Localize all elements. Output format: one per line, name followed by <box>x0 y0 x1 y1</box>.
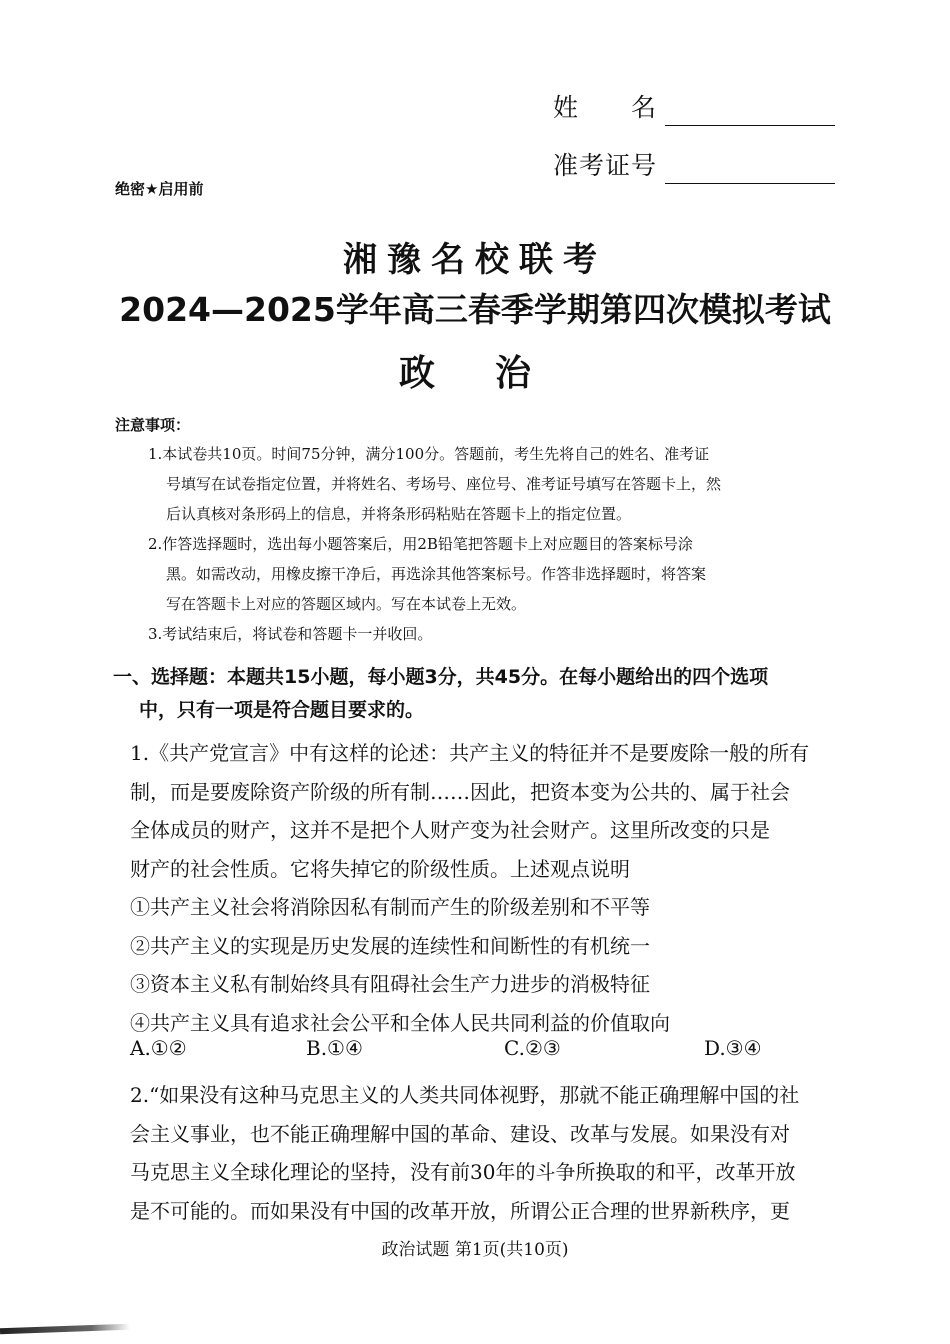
exam-id-row <box>553 126 835 184</box>
exam-title: 湘豫名校联考 <box>343 240 607 280</box>
exam-id-blank[interactable] <box>665 157 835 184</box>
notice-line: 写在答题卡上对应的答题区域内。写在本试卷上无效。 <box>166 595 527 613</box>
question-line: 2.“如果没有这种马克思主义的人类共同体视野，那就不能正确理解中国的社 <box>130 1083 800 1107</box>
scan-edge-mark <box>0 1324 130 1335</box>
question-line: 1.《共产党宣言》中有这样的论述：共产主义的特征并不是要废除一般的所有 <box>130 741 810 765</box>
option-a[interactable]: A.①② <box>130 1036 187 1060</box>
section-line: 一、选择题：本题共15小题，每小题3分，共45分。在每小题给出的四个选项 <box>113 666 769 688</box>
statement-3: ③资本主义私有制始终具有阻碍社会生产力进步的消极特征 <box>130 972 650 996</box>
question-line: 制，而是要废除资产阶级的所有制……因此，把资本变为公共的、属于社会 <box>130 779 790 804</box>
question-1 <box>130 734 850 1042</box>
statement-1: ①共产主义社会将消除因私有制而产生的阶级差别和不平等 <box>130 895 650 919</box>
question-1-options <box>130 1036 850 1072</box>
section-heading <box>113 661 848 727</box>
notice-line: 1.本试卷共10页。时间75分钟，满分100分。答题前，考生先将自己的姓名、准考证 <box>148 445 710 463</box>
exam-subtitle: 2024—2025学年高三春季学期第四次模拟考试 <box>119 290 831 329</box>
subject-title: 政治 <box>398 353 591 394</box>
statement-4: ④共产主义具有追求社会公平和全体人民共同利益的价值取向 <box>130 1010 670 1035</box>
question-2 <box>130 1076 850 1230</box>
option-b[interactable]: B.①④ <box>306 1036 363 1060</box>
name-label: 姓 名 <box>553 93 658 122</box>
question-line: 会主义事业，也不能正确理解中国的革命、建设、改革与发展。如果没有对 <box>130 1121 790 1146</box>
page-footer: 政治试题 第1页(共10页) <box>381 1240 569 1260</box>
candidate-fields <box>553 68 835 184</box>
notice-line: 3.考试结束后，将试卷和答题卡一并收回。 <box>148 625 433 643</box>
notice-item <box>148 439 843 649</box>
notice-line: 号填写在试卷指定位置，并将姓名、考场号、座位号、准考证号填写在答题卡上，然 <box>166 475 722 493</box>
question-line: 马克思主义全球化理论的坚持，没有前30年的斗争所换取的和平，改革开放 <box>130 1160 796 1184</box>
notice-line: 后认真核对条形码上的信息，并将条形码粘贴在答题卡上的指定位置。 <box>166 505 632 523</box>
question-line: 财产的社会性质。它将失掉它的阶级性质。上述观点说明 <box>130 856 630 881</box>
section-line: 中，只有一项是符合题目要求的。 <box>139 699 425 721</box>
exam-id-label: 准考证号 <box>553 151 658 180</box>
statement-2: ②共产主义的实现是历史发展的连续性和间断性的有机统一 <box>130 933 650 958</box>
option-c[interactable]: C.②③ <box>504 1036 561 1060</box>
option-d[interactable]: D.③④ <box>704 1036 762 1060</box>
name-blank[interactable] <box>665 99 835 126</box>
secret-mark: 绝密★启用前 <box>115 180 204 198</box>
notice-line: 2.作答选择题时，选出每小题答案后，用2B铅笔把答题卡上对应题目的答案标号涂 <box>148 535 693 553</box>
name-row <box>553 68 835 126</box>
question-line: 全体成员的财产，这并不是把个人财产变为社会财产。这里所改变的只是 <box>130 818 770 842</box>
notice-heading: 注意事项： <box>115 416 191 434</box>
question-line: 是不可能的。而如果没有中国的改革开放，所谓公正合理的世界新秩序，更 <box>130 1198 790 1223</box>
notice-line: 黑。如需改动，用橡皮擦干净后，再选涂其他答案标号。作答非选择题时，将答案 <box>166 565 707 583</box>
